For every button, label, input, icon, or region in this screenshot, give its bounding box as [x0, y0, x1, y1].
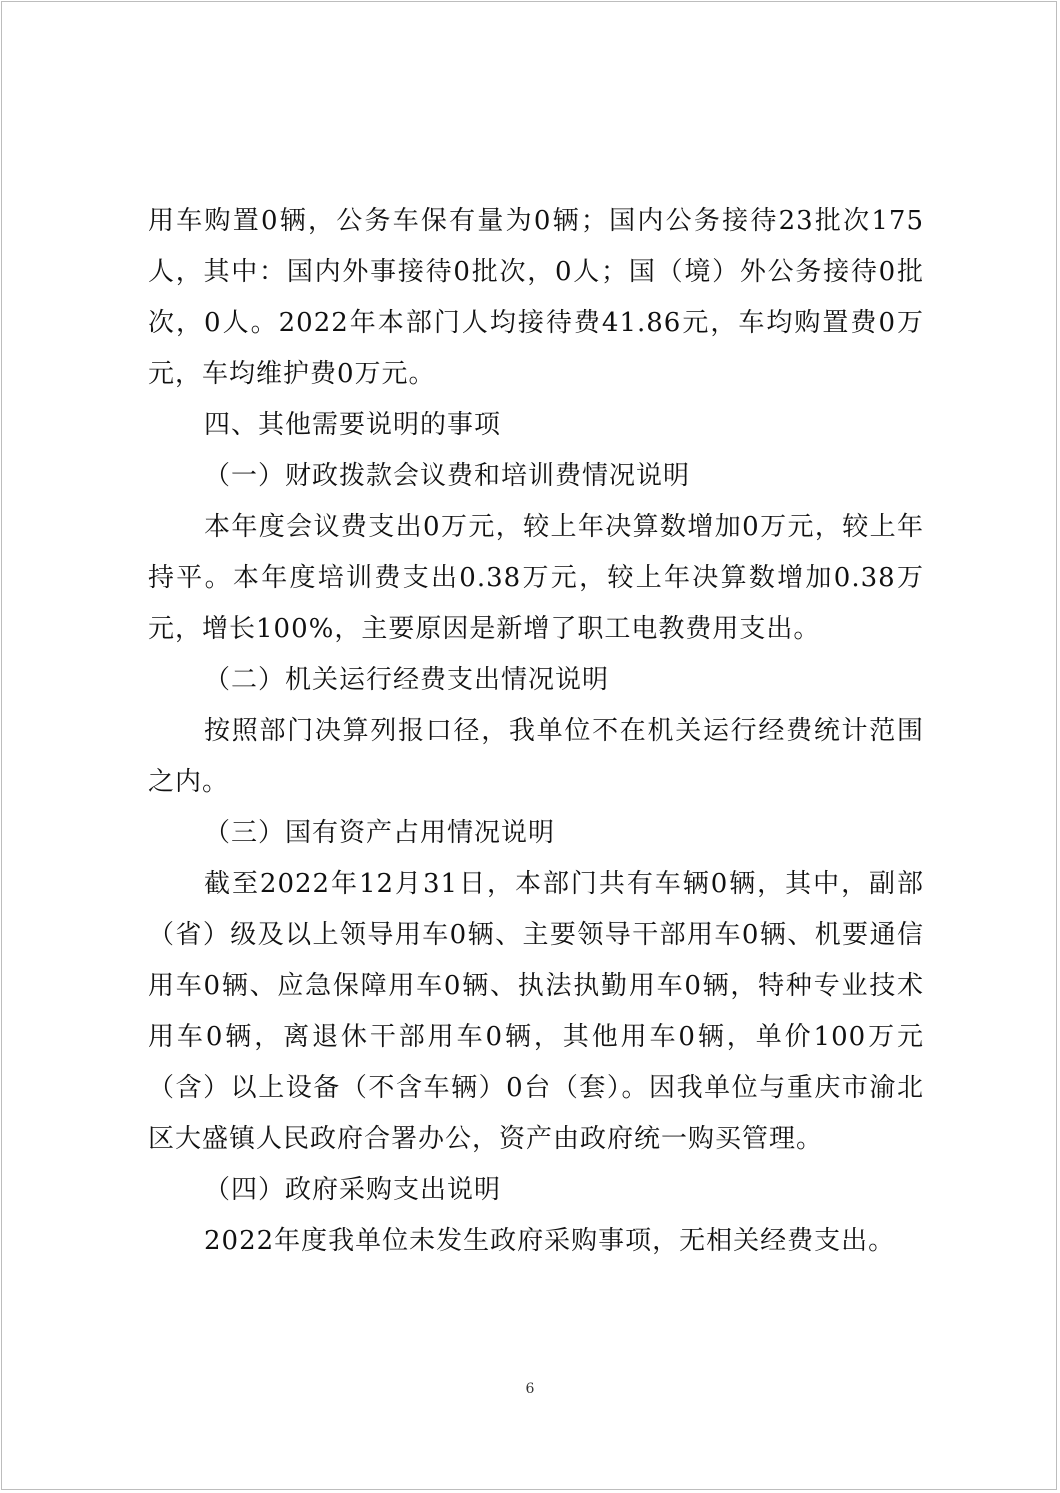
- document-body: [148, 196, 924, 1267]
- section-heading-other-matters: 四、其他需要说明的事项: [204, 410, 502, 440]
- paragraph-state-assets: 截至2022年12月31日，本部门共有车辆0辆，其中，副部（省）级及以上领导用车0辆、主要领导干部用车0辆、机要通信用车0辆、应急保障用车0辆、执法执勤用车0辆，特种专业技术用车0辆，离退休干部用车0辆，其他用车0辆，单价100万元（含）以上设备（不含车辆）0台（套）。因我单位与重庆市渝北区大盛镇人民政府合署办公，资产由政府统一购买管理。: [148, 869, 924, 1154]
- page-number: 6: [525, 1381, 535, 1397]
- subheading-state-assets: （三）国有资产占用情况说明: [204, 818, 556, 848]
- subheading-meeting-training: （一）财政拨款会议费和培训费情况说明: [204, 461, 691, 491]
- paragraph-procurement: 2022年度我单位未发生政府采购事项，无相关经费支出。: [204, 1226, 896, 1256]
- paragraph-operating-expenses: 按照部门决算列报口径，我单位不在机关运行经费统计范围之内。: [148, 716, 924, 797]
- paragraph-vehicle-reception: 用车购置0辆，公务车保有量为0辆；国内公务接待23批次175人，其中：国内外事接待0批次，0人；国（境）外公务接待0批次，0人。2022年本部门人均接待费41.86元，车均购置费0万元，车均维护费0万元。: [148, 206, 924, 389]
- subheading-operating-expenses: （二）机关运行经费支出情况说明: [204, 665, 610, 695]
- paragraph-meeting-training: 本年度会议费支出0万元，较上年决算数增加0万元，较上年持平。本年度培训费支出0.38万元，较上年决算数增加0.38万元，增长100%，主要原因是新增了职工电教费用支出。: [148, 512, 924, 644]
- subheading-procurement: （四）政府采购支出说明: [204, 1175, 502, 1205]
